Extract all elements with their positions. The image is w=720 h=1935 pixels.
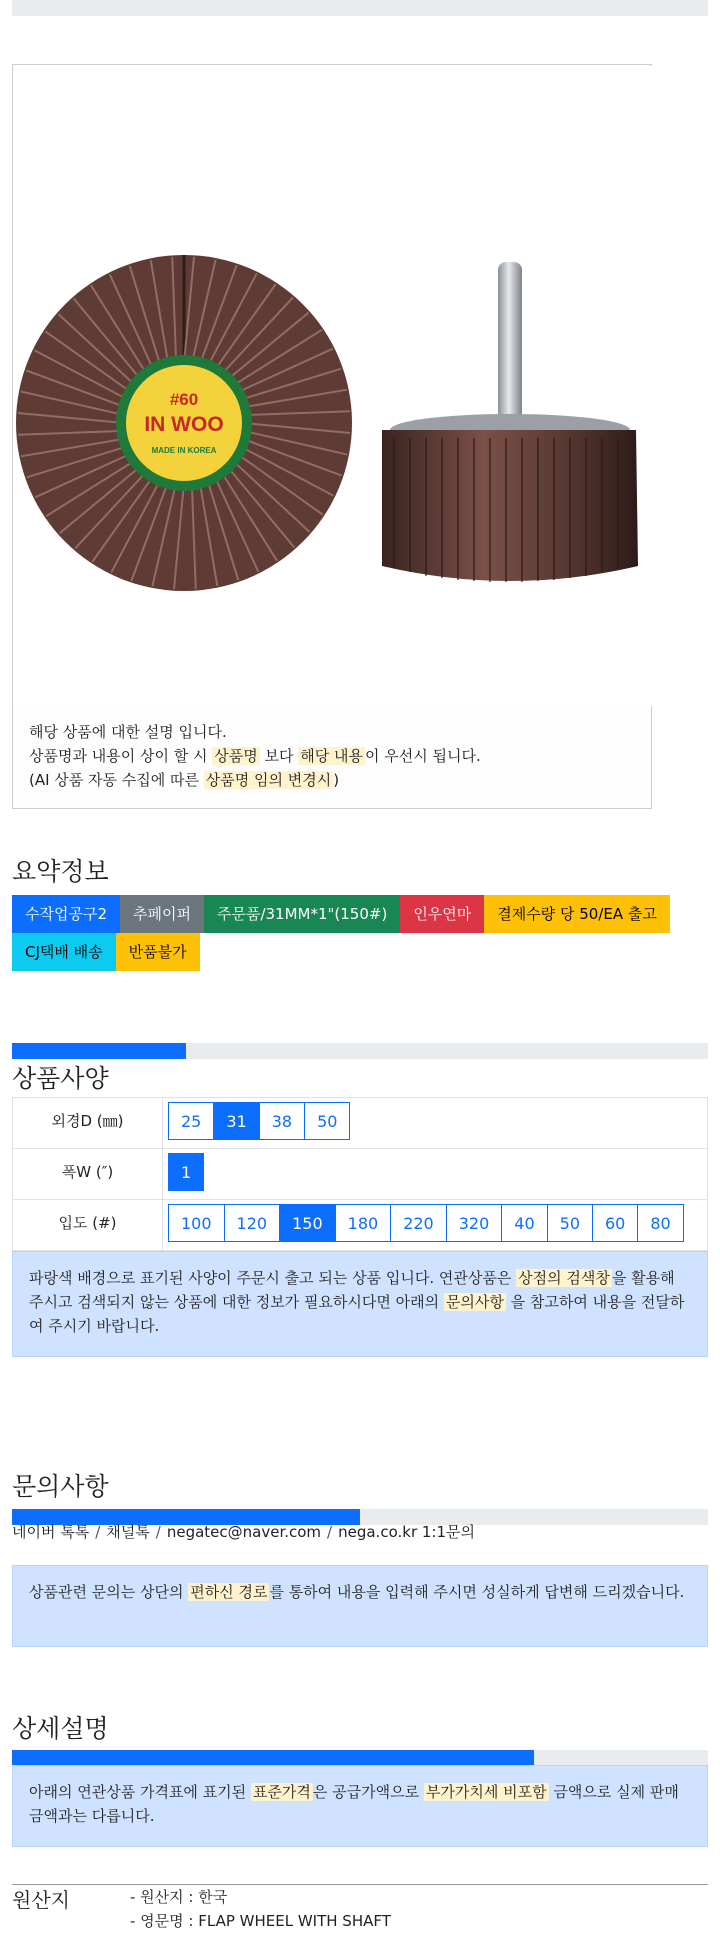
spec-option-button[interactable]: 38 [259, 1102, 305, 1140]
spec-option-button[interactable]: 60 [592, 1204, 638, 1242]
product-description [29, 720, 639, 792]
spec-option-button[interactable]: 50 [304, 1102, 350, 1140]
summary-badge: 추페이퍼 [120, 895, 204, 933]
summary-badge: 반품불가 [116, 933, 200, 971]
spec-row-label: 입도 (#) [13, 1200, 163, 1251]
spec-option-button[interactable]: 180 [335, 1204, 392, 1242]
detail-progress-bar [12, 1750, 708, 1766]
summary-badge: 수작업공구2 [12, 895, 120, 933]
spec-row-label: 폭W (″) [13, 1149, 163, 1200]
summary-badge: CJ택배 배송 [12, 933, 116, 971]
spec-option-button[interactable]: 120 [224, 1204, 281, 1242]
contact-separator: / [95, 1523, 101, 1541]
spec-option-button[interactable]: 220 [390, 1204, 447, 1242]
flap-wheel-side-view [382, 262, 638, 582]
summary-title: 요약정보 [12, 857, 109, 886]
contact-link[interactable]: nega.co.kr 1:1문의 [338, 1523, 475, 1541]
spec-progress-bar [12, 1043, 708, 1059]
spec-options [163, 1200, 708, 1251]
flap-wheel-front-view [16, 255, 352, 591]
spec-title: 상품사양 [12, 1064, 109, 1093]
spec-table [12, 1097, 708, 1251]
contact-separator: / [155, 1523, 161, 1541]
spec-option-button[interactable]: 40 [501, 1204, 547, 1242]
summary-badge: 인우연마 [400, 895, 484, 933]
summary-badges [12, 895, 712, 971]
spec-options [163, 1149, 708, 1200]
highlight-product-name: 상품명 [214, 747, 258, 765]
inquiry-notice: 상품관련 문의는 상단의 편하신 경로 를 통하여 내용을 입력해 주시면 성실하게 답변해 드리겠습니다. [12, 1565, 708, 1647]
summary-badge: 주문품/31MM*1"(150#) [204, 895, 400, 933]
spec-option-button[interactable]: 25 [168, 1102, 214, 1140]
detail-notice: 아래의 연관상품 가격표에 표기된 표준가격 은 공급가액으로 부가가치세 비포함 금액으로 실제 판매금액과는 다릅니다. [12, 1765, 708, 1847]
spec-row [13, 1200, 708, 1251]
desc-line-1: 해당 상품에 대한 설명 입니다. [29, 723, 227, 741]
spec-row [13, 1098, 708, 1149]
origin-list [130, 1885, 391, 1933]
spec-option-button[interactable]: 80 [637, 1204, 683, 1242]
top-divider-bar [12, 0, 708, 16]
desc-line-2: 상품명과 내용이 상이 할 시 상품명 보다 해당 내용 이 우선시 됩니다. [29, 747, 481, 765]
highlight-content: 해당 내용 [300, 747, 363, 765]
spec-row [13, 1149, 708, 1200]
product-card [12, 64, 652, 809]
contact-separator: / [327, 1523, 333, 1541]
spec-option-button[interactable]: 100 [168, 1204, 225, 1242]
spec-option-button[interactable]: 320 [446, 1204, 503, 1242]
summary-badge: 결제수량 당 50/EA 출고 [484, 895, 670, 933]
contact-link[interactable]: 채널톡 [106, 1523, 150, 1541]
wheel-origin-label: MADE IN KOREA [151, 446, 217, 455]
highlight-vat-excluded: 부가가치세 비포함 [425, 1783, 547, 1801]
spec-option-button[interactable]: 31 [213, 1102, 259, 1140]
origin-english-name: - 영문명 : FLAP WHEEL WITH SHAFT [130, 1912, 391, 1930]
spec-notice: 파랑색 배경으로 표기된 사양이 주문시 출고 되는 상품 입니다. 연관상품은 상점의 검색창 을 활용해 주시고 검색되지 않는 상품에 대한 정보가 필요하시다면 아래의 문의사항 을 참고하여 내용을 전달하여 주시기 바랍니다. [12, 1251, 708, 1357]
wheel-grit-label: #60 [169, 390, 199, 409]
detail-progress-fill [12, 1750, 534, 1766]
wheel-brand-label: IN WOO [144, 413, 224, 436]
highlight-name-change: 상품명 임의 변경시 [205, 771, 332, 789]
origin-title: 원산지 [12, 1888, 70, 1912]
spec-row-label: 외경D (㎜) [13, 1098, 163, 1149]
highlight-inquiry: 문의사항 [445, 1293, 504, 1311]
spec-option-button[interactable]: 150 [279, 1204, 336, 1242]
contact-channels [12, 1521, 475, 1542]
highlight-standard-price: 표준가격 [252, 1783, 311, 1801]
highlight-store-search: 상점의 검색창 [518, 1269, 610, 1287]
spec-options [163, 1098, 708, 1149]
product-image [14, 66, 652, 706]
desc-line-3: (AI 상품 자동 수집에 따른 상품명 임의 변경시 ) [29, 771, 340, 789]
badge-row [12, 895, 712, 933]
contact-link[interactable]: negatec@naver.com [166, 1523, 322, 1541]
badge-row [12, 933, 712, 971]
inquiry-title: 문의사항 [12, 1472, 109, 1501]
spec-option-button[interactable]: 50 [547, 1204, 593, 1242]
origin-country: - 원산지 : 한국 [130, 1888, 228, 1906]
spec-option-button[interactable]: 1 [168, 1153, 204, 1191]
highlight-convenient-route: 편하신 경로 [190, 1583, 268, 1601]
detail-title: 상세설명 [12, 1714, 109, 1743]
contact-link[interactable]: 네이버 톡톡 [12, 1523, 90, 1541]
spec-progress-fill [12, 1043, 186, 1059]
